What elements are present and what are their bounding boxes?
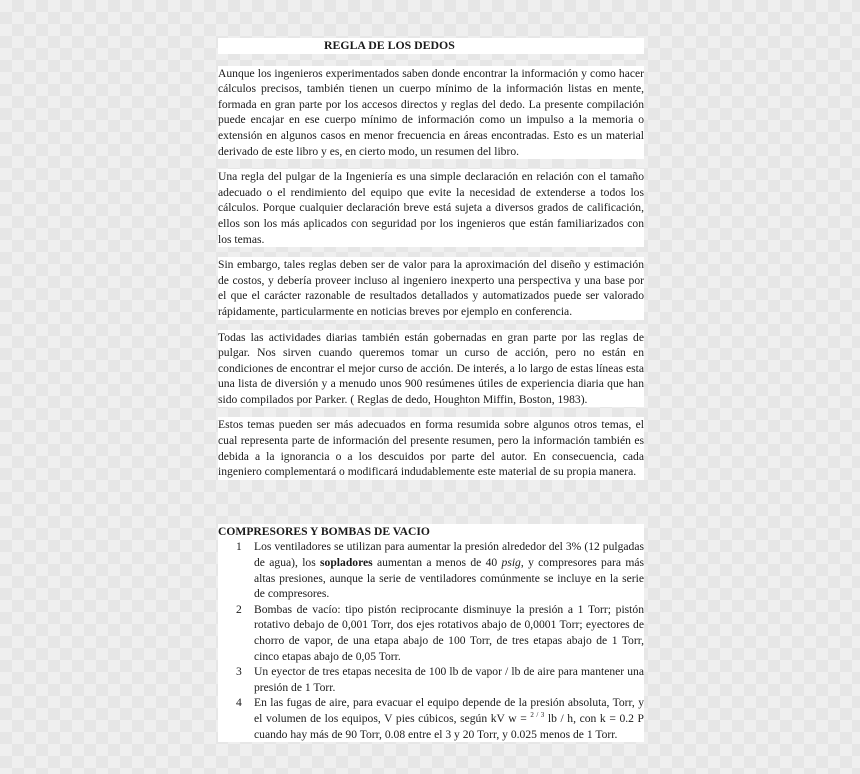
paragraph-4: Todas las actividades diarias también están gobernadas en gran parte por las reglas de pulgar. Nos sirven cuando queremos tomar un curso de acción, pero no están en condiciones de encontrar el mejor curso de acción. De interés, a lo largo de estas líneas esta una lista de diversión y a menudo unos 900 resúmenes útiles de experiencia diaria que han sido compilados por Parker. ( Reglas de dedo, Houghton Miffin, Boston, 1983). (218, 330, 644, 406)
section-title: COMPRESORES Y BOMBAS DE VACIO (218, 524, 644, 540)
paragraph-5: Estos temas pueden ser más adecuados en forma resumida sobre algunos otros temas, el cual representa parte de información del presente resumen, pero la información también es debida a la ignorancia o a los descuidos por parte del autor. En consecuencia, cada ingeniero complementará o modificará indudablemente este material de su propia manera. (218, 418, 644, 479)
paragraph-3: Sin embargo, tales reglas deben ser de valor para la aproximación del diseño y estimación de costos, y debería proveer incluso al ingeniero inexperto una perspectiva y una base por el que el carácter razonable de resultados detallados y automatizados puede ser valorado rápidamente, particularmente en noticias breves por ejemplo en conferencia. (218, 258, 644, 318)
list-item-number: 4 (236, 696, 242, 710)
list-item-italic-unit: psig (501, 556, 521, 570)
list-item-text: Los ventiladores se utilizan para aumentar la presión alrededor del 3% (12 pulgadas de agua), los (254, 540, 644, 570)
list-item-text: , y compresores para más altas presiones, aunque la serie de ventiladores comúnmente se incluye en la serie de compresores. (254, 556, 644, 601)
document-title: REGLA DE LOS DEDOS (218, 38, 644, 54)
document-body (218, 38, 644, 742)
list-item-text: En las fugas de aire, para evacuar el equipo depende de la presión absoluta, Torr, y el volumen de los equipos, V pies cúbicos, según kV w = (254, 696, 644, 725)
list-item-text: Un eyector de tres etapas necesita de 100 lb de vapor / lb de aire para mantener una presión de 1 Torr. (254, 665, 644, 694)
list-item-number: 2 (236, 602, 242, 616)
paragraph-2: Una regla del pulgar de la Ingeniería es una simple declaración en relación con el tamaño adecuado o el rendimiento del equipo que evite la necesidad de extenderse a todos los cálculos. Porque cualquier declaración breve está sujeta a diversos grados de calificación, ellos son los más aplicados con seguridad por los ingenieros que están familiarizados con los temas. (218, 170, 644, 246)
paragraph-1: Aunque los ingenieros experimentados saben donde encontrar la información y como hacer cálculos precisos, también tienen un cuerpo mínimo de la información listas en mente, formada en gran parte por los accesos directos y reglas del dedo. La presente compilación puede encajar en ese cuerpo mínimo de información como un impulso a la memoria o extensión en algunos casos en menor frecuencia en áreas encontradas. Esto es un material derivado de este libro y es, en cierto modo, un resumen del libro. (218, 66, 644, 158)
list-item (218, 539, 644, 601)
list-item-text: lb / h, con k = 0.2 P cuando hay más de 90 Torr, 0.08 entre el 3 y 20 Torr, y 0.025 menos de 1 Torr. (254, 711, 644, 741)
list-item-number: 1 (236, 540, 242, 554)
list-item (218, 664, 644, 695)
list-item-text: aumentan a menos de 40 (372, 556, 502, 570)
list-item (218, 602, 644, 664)
list-item-superscript: 2 / 3 (530, 711, 545, 720)
section-spacer (218, 490, 644, 524)
list-item (218, 695, 644, 742)
numbered-list (218, 539, 644, 742)
list-item-number: 3 (236, 665, 242, 679)
list-item-text: Bombas de vacío: tipo pistón reciprocante disminuye la presión a 1 Torr; pistón rotativo debajo de 0,001 Torr, dos ejes rotativos abajo de 0,0001 Torr; eyectores de chorro de vapor, de una etapa abajo de 100 Torr, de tres etapas abajo de 1 Torr, cinco etapas abajo de 0,05 Torr. (254, 602, 644, 663)
list-item-bold-term: sopladores (320, 556, 373, 570)
